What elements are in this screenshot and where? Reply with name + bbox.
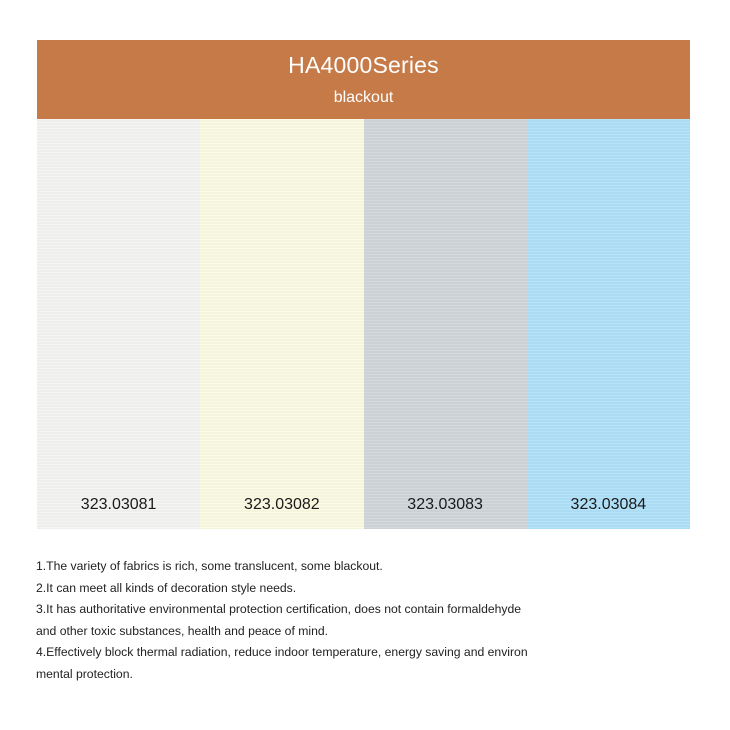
series-banner bbox=[37, 40, 690, 119]
feature-note: mental protection. bbox=[36, 666, 133, 681]
swatch-code: 323.03084 bbox=[570, 496, 647, 513]
swatch-code: 323.03081 bbox=[80, 496, 157, 513]
fabric-swatch-4[interactable] bbox=[527, 119, 690, 529]
feature-note: and other toxic substances, health and peace of mind. bbox=[36, 623, 329, 638]
feature-note: 1.The variety of fabrics is rich, some translucent, some blackout. bbox=[36, 559, 383, 573]
feature-note: 2.It can meet all kinds of decoration style needs. bbox=[36, 580, 297, 595]
fabric-swatch-1[interactable] bbox=[37, 119, 200, 529]
feature-notes bbox=[36, 556, 656, 685]
feature-note: 4.Effectively block thermal radiation, reduce indoor temperature, energy saving and environ bbox=[36, 645, 528, 659]
swatch-code: 323.03082 bbox=[244, 496, 320, 513]
series-title: HA4000Series bbox=[288, 52, 439, 78]
fabric-swatch-2[interactable] bbox=[200, 119, 363, 529]
fabric-swatch-3[interactable] bbox=[364, 119, 527, 529]
swatch-code: 323.03083 bbox=[407, 496, 483, 513]
feature-note: 3.It has authoritative environmental protection certification, does not contain formaldehyde bbox=[36, 602, 522, 616]
series-subtitle: blackout bbox=[333, 89, 394, 106]
fabric-swatches bbox=[37, 119, 690, 529]
